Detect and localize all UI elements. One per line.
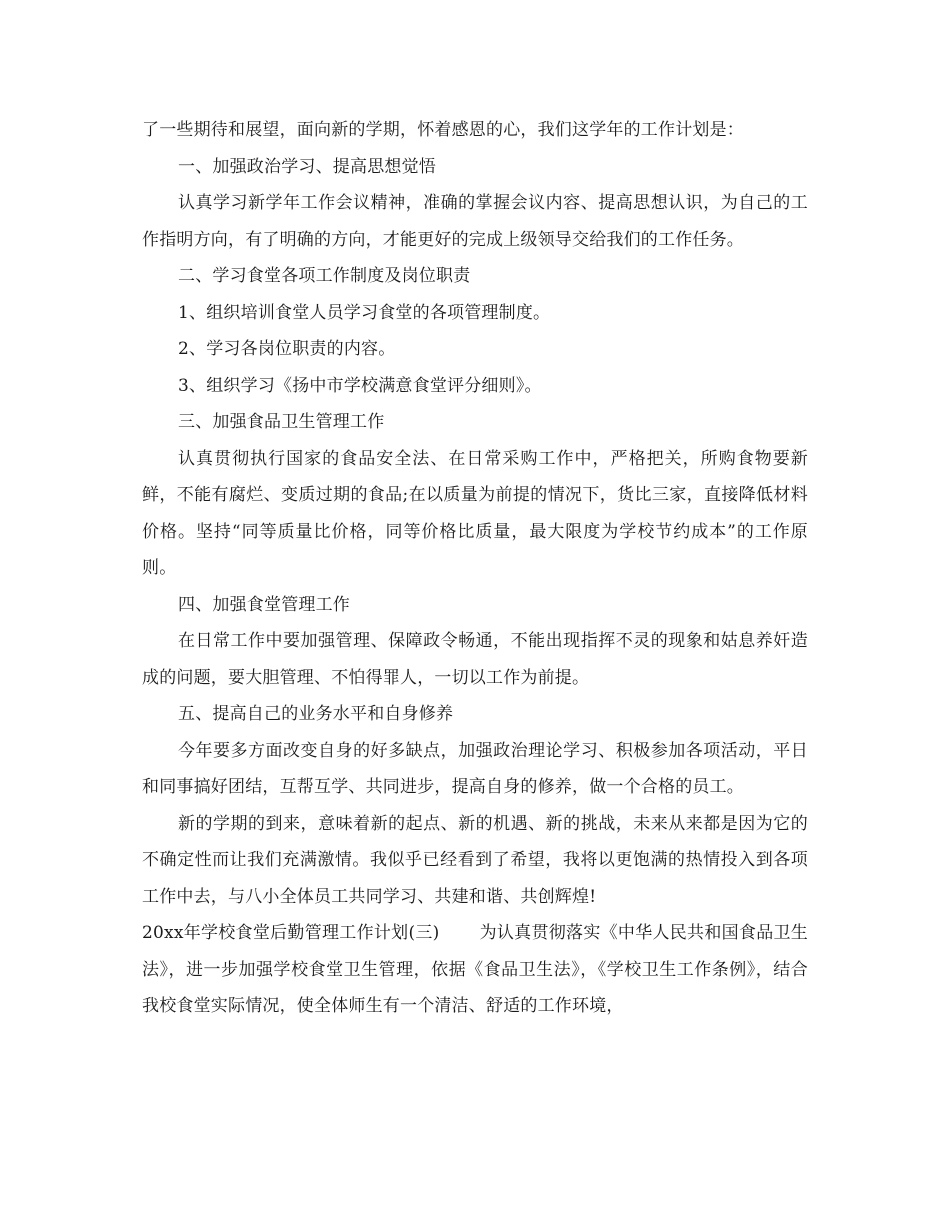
- list-item: 1、组织培训食堂人员学习食堂的各项管理制度。: [178, 302, 551, 323]
- section-heading: 五、提高自己的业务水平和自身修养: [178, 704, 454, 724]
- document-page: [142, 112, 808, 1025]
- paragraph: 认真贯彻执行国家的食品安全法、在日常采购工作中，严格把关，所购食物要新鲜，不能有腐烂、变质过期的食品;在以质量为前提的情况下，货比三家，直接降低材料价格。坚持“同等质量比价格，同等价格比质量，最大限度为学校节约成本”的工作原则。: [142, 448, 808, 578]
- list-item: 2、学习各岗位职责的内容。: [178, 339, 396, 359]
- paragraph: 新的学期的到来，意味着新的起点、新的机遇、新的挑战，未来从来都是因为它的不确定性而让我们充满激情。我似乎已经看到了希望，我将以更饱满的热情投入到各项工作中去，与八小全体员工共同学习、共建和谐、共创辉煌!: [142, 813, 808, 907]
- plan-intro-text: 为认真贯彻落实《中华人民共和国食品卫生法》，进一步加强学校食堂卫生管理，依据《食品卫生法》，《学校卫生工作条例》，结合我校食堂实际情况，使全体师生有一个清洁、舒适的工作环境，: [142, 923, 808, 1016]
- section-heading: 二、学习食堂各项工作制度及岗位职责: [178, 266, 471, 286]
- section-heading: 三、加强食品卫生管理工作: [178, 412, 385, 432]
- final-paragraph: [142, 915, 808, 1025]
- paragraph: 在日常工作中要加强管理、保障政令畅通，不能出现指挥不灵的现象和姑息养奸造成的问题，要大胆管理、不怕得罪人，一切以工作为前提。: [142, 631, 808, 688]
- section-heading: 一、加强政治学习、提高思想觉悟: [178, 156, 436, 177]
- paragraph: 了一些期待和展望，面向新的学期，怀着感恩的心，我们这学年的工作计划是：: [142, 120, 744, 140]
- plan-title: 20xx年学校食堂后勤管理工作计划(三): [142, 923, 440, 943]
- paragraph: 今年要多方面改变自身的好多缺点，加强政治理论学习、积极参加各项活动，平日和同事搞好团结，互帮互学、共同进步，提高自身的修养，做一个合格的员工。: [142, 740, 808, 797]
- section-heading: 四、加强食堂管理工作: [178, 594, 350, 615]
- paragraph: 认真学习新学年工作会议精神，准确的掌握会议内容、提高思想认识，为自己的工作指明方向，有了明确的方向，才能更好的完成上级领导交给我们的工作任务。: [142, 193, 808, 250]
- list-item: 3、组织学习《扬中市学校满意食堂评分细则》。: [178, 375, 542, 396]
